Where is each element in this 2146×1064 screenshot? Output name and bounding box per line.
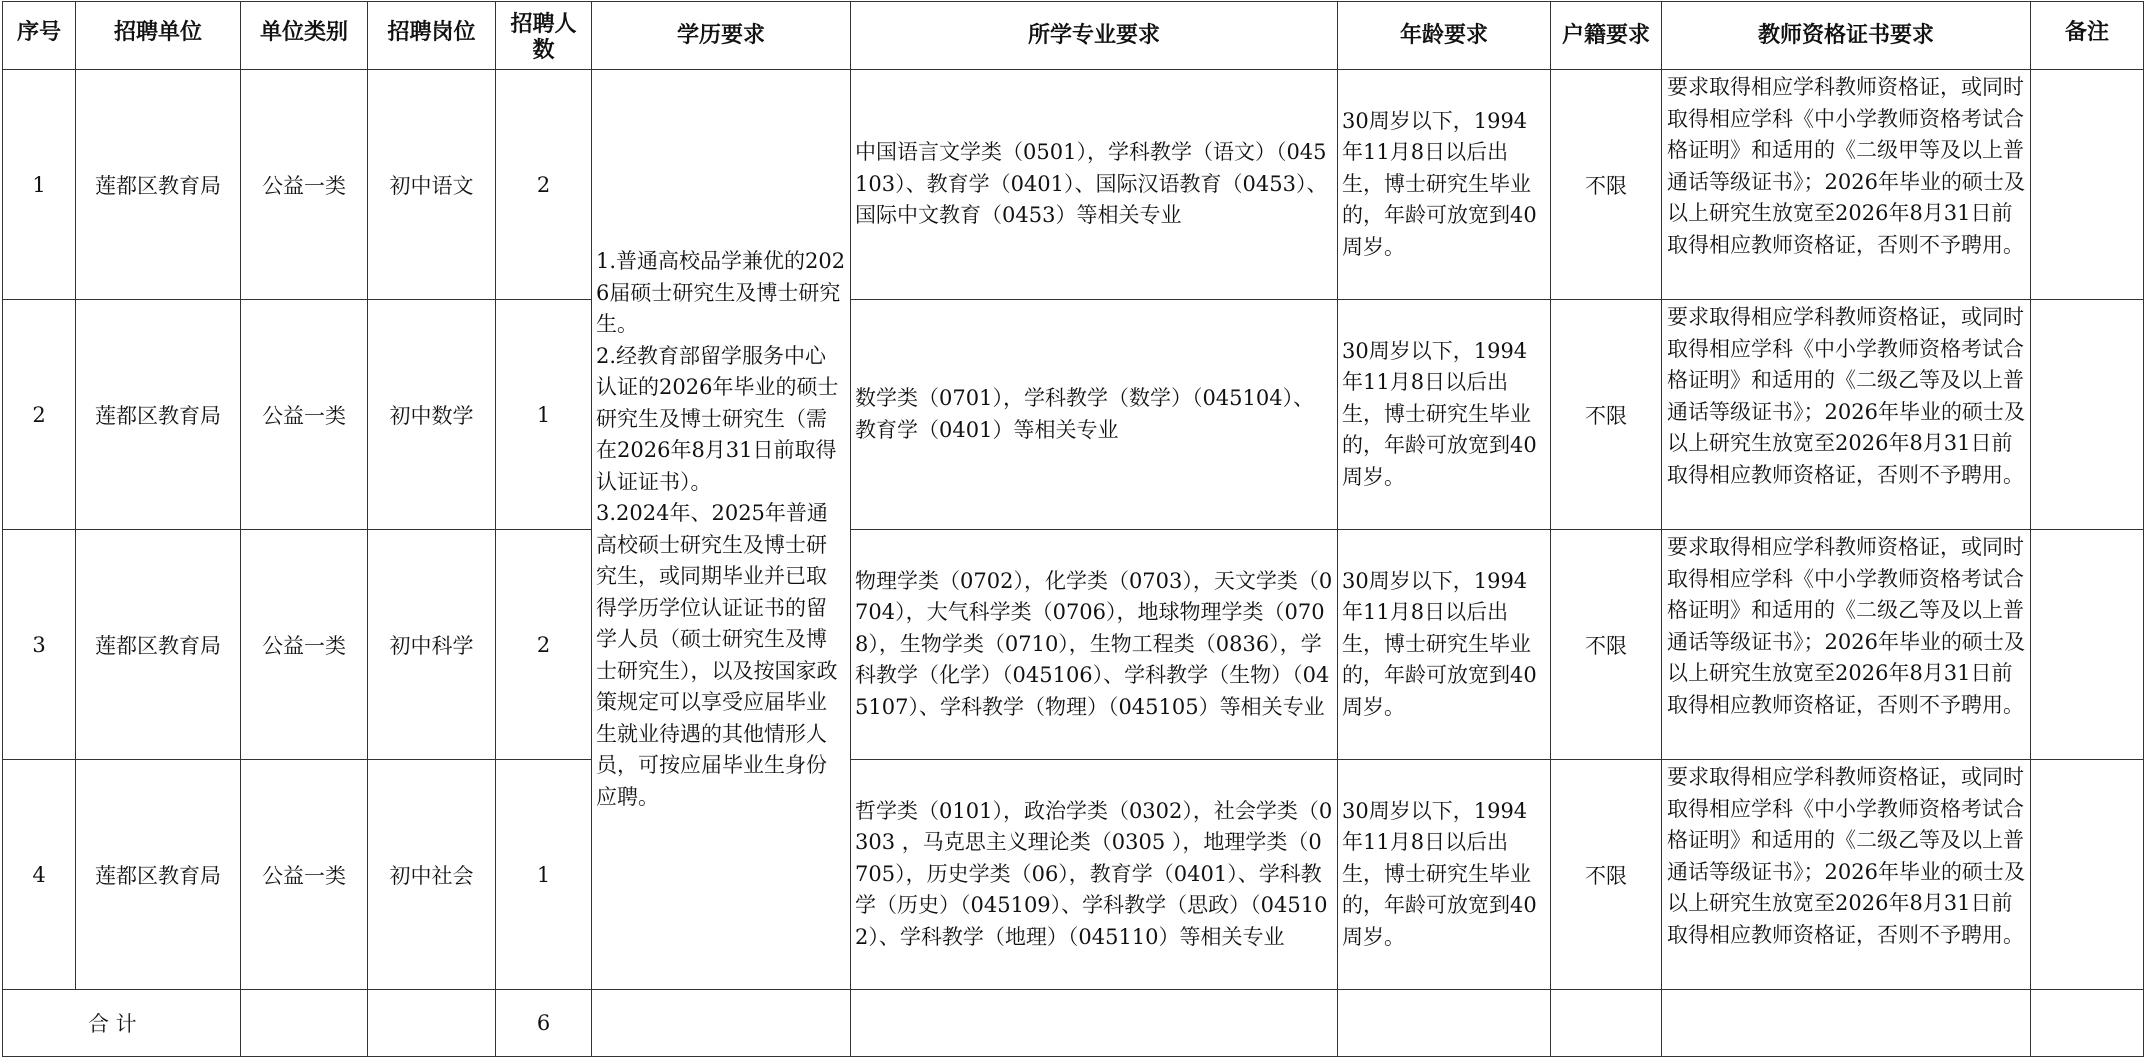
cell-unit: 莲都区教育局 bbox=[76, 70, 241, 300]
cell-unit-type: 公益一类 bbox=[241, 760, 368, 990]
total-empty bbox=[2031, 990, 2144, 1057]
table-row bbox=[3, 300, 2144, 530]
cell-count: 1 bbox=[496, 760, 592, 990]
cell-position: 初中数学 bbox=[368, 300, 496, 530]
cell-hukou: 不限 bbox=[1551, 760, 1662, 990]
cell-age: 30周岁以下，1994年11月8日以后出生，博士研究生毕业的，年龄可放宽到40周岁。 bbox=[1338, 70, 1551, 300]
header-count: 招聘人数 bbox=[496, 2, 592, 70]
cell-seq: 1 bbox=[3, 70, 76, 300]
cell-hukou: 不限 bbox=[1551, 300, 1662, 530]
cell-unit-type: 公益一类 bbox=[241, 300, 368, 530]
total-row bbox=[3, 990, 2144, 1057]
header-remark: 备注 bbox=[2031, 2, 2144, 70]
cell-major: 数学类（0701），学科教学（数学）（045104）、教育学（0401）等相关专业 bbox=[851, 300, 1338, 530]
cell-hukou: 不限 bbox=[1551, 70, 1662, 300]
cell-count: 2 bbox=[496, 70, 592, 300]
cell-remark bbox=[2031, 300, 2144, 530]
header-major: 所学专业要求 bbox=[851, 2, 1338, 70]
total-empty bbox=[592, 990, 851, 1057]
header-unit-type: 单位类别 bbox=[241, 2, 368, 70]
cell-cert: 要求取得相应学科教师资格证，或同时取得相应学科《中小学教师资格考试合格证明》和适用的《二级乙等及以上普通话等级证书》；2026年毕业的硕士及以上研究生放宽至2026年8月31日前取得相应教师资格证，否则不予聘用。 bbox=[1662, 760, 2031, 990]
total-empty bbox=[1662, 990, 2031, 1057]
cell-remark bbox=[2031, 530, 2144, 760]
cell-position: 初中语文 bbox=[368, 70, 496, 300]
cell-seq: 2 bbox=[3, 300, 76, 530]
header-education: 学历要求 bbox=[592, 2, 851, 70]
cell-major: 哲学类（0101），政治学类（0302），社会学类（0303 ，马克思主义理论类（0305 ），地理学类（0705），历史学类（06），教育学（0401）、学科教学（历史）（045109）、学科教学（思政）（045102）、学科教学（地理）（045110）等相关专业 bbox=[851, 760, 1338, 990]
header-cert: 教师资格证书要求 bbox=[1662, 2, 2031, 70]
header-age: 年龄要求 bbox=[1338, 2, 1551, 70]
cell-education-requirement: 1.普通高校品学兼优的2026届硕士研究生及博士研究生。 2.经教育部留学服务中心认证的2026年毕业的硕士研究生及博士研究生（需在2026年8月31日前取得认证证书）。 3.2024年、2025年普通高校硕士研究生及博士研究生，或同期毕业并已取得学历学位认证证书的留学人员（硕士研究生及博士研究生），以及按国家政策规定可以享受应届毕业生就业待遇的其他情形人员，可按应届毕业生身份应聘。 bbox=[592, 70, 851, 990]
cell-unit: 莲都区教育局 bbox=[76, 300, 241, 530]
cell-major: 中国语言文学类（0501），学科教学（语文）（045103）、教育学（0401）、国际汉语教育（0453）、国际中文教育（0453）等相关专业 bbox=[851, 70, 1338, 300]
header-row bbox=[3, 2, 2144, 70]
cell-position: 初中科学 bbox=[368, 530, 496, 760]
cell-position: 初中社会 bbox=[368, 760, 496, 990]
cell-remark bbox=[2031, 70, 2144, 300]
header-unit: 招聘单位 bbox=[76, 2, 241, 70]
cell-seq: 4 bbox=[3, 760, 76, 990]
cell-age: 30周岁以下，1994年11月8日以后出生，博士研究生毕业的，年龄可放宽到40周岁。 bbox=[1338, 760, 1551, 990]
table-row bbox=[3, 70, 2144, 300]
cell-count: 1 bbox=[496, 300, 592, 530]
cell-unit: 莲都区教育局 bbox=[76, 530, 241, 760]
total-empty bbox=[1338, 990, 1551, 1057]
total-count: 6 bbox=[496, 990, 592, 1057]
cell-cert: 要求取得相应学科教师资格证，或同时取得相应学科《中小学教师资格考试合格证明》和适用的《二级乙等及以上普通话等级证书》；2026年毕业的硕士及以上研究生放宽至2026年8月31日前取得相应教师资格证，否则不予聘用。 bbox=[1662, 530, 2031, 760]
table-row bbox=[3, 530, 2144, 760]
cell-hukou: 不限 bbox=[1551, 530, 1662, 760]
table-row bbox=[3, 760, 2144, 990]
cell-major: 物理学类（0702），化学类（0703），天文学类（0704），大气科学类（0706），地球物理学类（0708），生物学类（0710），生物工程类（0836），学科教学（化学）（045106）、学科教学（生物）（045107）、学科教学（物理）（045105）等相关专业 bbox=[851, 530, 1338, 760]
header-seq: 序号 bbox=[3, 2, 76, 70]
total-empty bbox=[851, 990, 1338, 1057]
cell-unit: 莲都区教育局 bbox=[76, 760, 241, 990]
cell-unit-type: 公益一类 bbox=[241, 70, 368, 300]
header-hukou: 户籍要求 bbox=[1551, 2, 1662, 70]
cell-count: 2 bbox=[496, 530, 592, 760]
recruitment-table bbox=[2, 1, 2144, 1057]
cell-seq: 3 bbox=[3, 530, 76, 760]
header-position: 招聘岗位 bbox=[368, 2, 496, 70]
total-empty bbox=[1551, 990, 1662, 1057]
total-empty bbox=[241, 990, 368, 1057]
total-empty bbox=[368, 990, 496, 1057]
cell-age: 30周岁以下，1994年11月8日以后出生，博士研究生毕业的，年龄可放宽到40周岁。 bbox=[1338, 300, 1551, 530]
cell-remark bbox=[2031, 760, 2144, 990]
cell-unit-type: 公益一类 bbox=[241, 530, 368, 760]
cell-cert: 要求取得相应学科教师资格证，或同时取得相应学科《中小学教师资格考试合格证明》和适用的《二级乙等及以上普通话等级证书》；2026年毕业的硕士及以上研究生放宽至2026年8月31日前取得相应教师资格证，否则不予聘用。 bbox=[1662, 300, 2031, 530]
total-label: 合 计 bbox=[3, 990, 241, 1057]
cell-age: 30周岁以下，1994年11月8日以后出生，博士研究生毕业的，年龄可放宽到40周岁。 bbox=[1338, 530, 1551, 760]
cell-cert: 要求取得相应学科教师资格证，或同时取得相应学科《中小学教师资格考试合格证明》和适用的《二级甲等及以上普通话等级证书》；2026年毕业的硕士及以上研究生放宽至2026年8月31日前取得相应教师资格证，否则不予聘用。 bbox=[1662, 70, 2031, 300]
